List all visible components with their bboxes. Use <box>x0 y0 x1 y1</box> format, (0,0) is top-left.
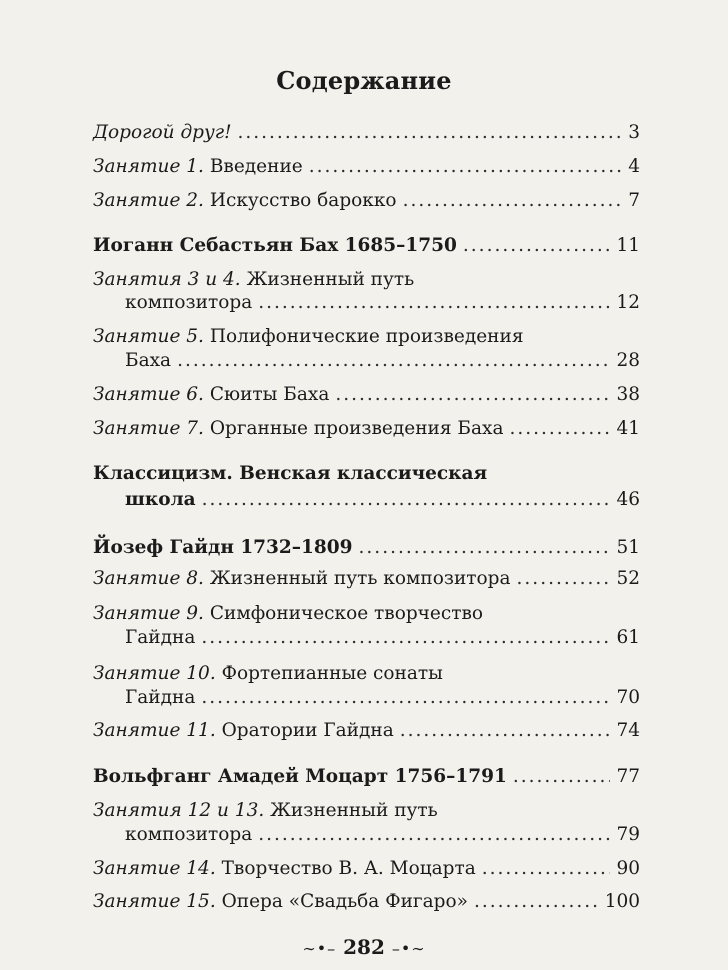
section-title: Иоганн Себастьян Бах 1685–1750 <box>93 235 457 256</box>
entry-title: Сюиты Баха <box>209 384 330 405</box>
entry-title: Жизненный путь <box>270 800 438 821</box>
page-number: 7 <box>628 190 640 211</box>
entry-label: Занятие 2. <box>93 190 204 211</box>
section-title-cont: школа <box>125 489 196 510</box>
entry-title-cont: Гайдна <box>125 687 196 708</box>
toc-section-first-line[interactable] <box>93 460 640 488</box>
leader-dots <box>202 486 611 514</box>
page-number: 28 <box>616 350 640 371</box>
entry-title: Жизненный путь композитора <box>209 568 511 589</box>
entry-title-cont: Гайдна <box>125 627 196 648</box>
toc-section[interactable] <box>93 232 640 260</box>
toc-entry[interactable] <box>93 415 640 443</box>
leader-dots <box>335 381 610 409</box>
entry-label: Занятие 9. <box>93 603 204 624</box>
entry-title-cont: композитора <box>125 292 253 313</box>
page-number: 51 <box>616 537 640 558</box>
entry-label: Занятие 6. <box>93 384 204 405</box>
page-number: 38 <box>616 384 640 405</box>
toc-entry[interactable] <box>93 119 640 147</box>
page-number: 90 <box>616 858 640 879</box>
leader-dots <box>474 888 599 916</box>
toc-entry[interactable] <box>93 381 640 409</box>
page-number: 61 <box>616 627 640 648</box>
entry-label: Занятия 12 и 13. <box>93 800 265 821</box>
leader-dots <box>238 119 623 147</box>
page-number: 11 <box>616 235 640 256</box>
entry-label: Занятие 11. <box>93 720 216 741</box>
ornament-left: ∼•– <box>302 939 337 958</box>
entry-title-cont: композитора <box>125 824 253 845</box>
toc-section[interactable] <box>93 486 640 514</box>
leader-dots <box>258 821 610 849</box>
entry-title: Искусство барокко <box>209 190 397 211</box>
page-number: 12 <box>616 292 640 313</box>
toc-entry[interactable] <box>93 888 640 916</box>
leader-dots <box>177 347 610 375</box>
entry-label: Занятия 3 и 4. <box>93 269 241 290</box>
page-number: 100 <box>604 891 640 912</box>
toc-title: Содержание <box>276 66 452 95</box>
entry-label: Занятие 15. <box>93 891 216 912</box>
footer-page-number: 282 <box>343 935 385 959</box>
entry-title: Фортепианные сонаты <box>221 663 443 684</box>
entry-label: Занятие 10. <box>93 663 216 684</box>
leader-dots <box>510 415 611 443</box>
entry-title-cont: Баха <box>125 350 172 371</box>
page-number: 79 <box>616 824 640 845</box>
leader-dots <box>403 187 623 215</box>
toc-entry[interactable] <box>93 289 640 317</box>
entry-label: Занятие 8. <box>93 568 204 589</box>
toc-entry[interactable] <box>93 624 640 652</box>
entry-label: Дорогой друг! <box>93 122 232 143</box>
entry-label: Занятие 1. <box>93 156 204 177</box>
entry-title: Симфоническое творчество <box>209 603 484 624</box>
entry-title: Введение <box>209 156 303 177</box>
page-number: 3 <box>628 122 640 143</box>
leader-dots <box>201 624 610 652</box>
page-number: 4 <box>628 156 640 177</box>
page-number: 74 <box>616 720 640 741</box>
toc-section[interactable] <box>93 763 640 791</box>
entry-label: Занятие 14. <box>93 858 216 879</box>
entry-title: Полифонические произведения <box>209 326 524 347</box>
section-title: Йозеф Гайдн 1732–1809 <box>93 537 353 558</box>
page-number: 41 <box>616 418 640 439</box>
toc-section[interactable] <box>93 534 640 562</box>
leader-dots <box>517 565 611 593</box>
toc-entry[interactable] <box>93 347 640 375</box>
section-title: Классицизм. Венская классическая <box>93 463 488 484</box>
entry-title: Жизненный путь <box>246 269 415 290</box>
ornament-right: –•∼ <box>391 939 426 958</box>
leader-dots <box>359 534 611 562</box>
toc-entry[interactable] <box>93 717 640 745</box>
toc-entry[interactable] <box>93 684 640 712</box>
toc-entry[interactable] <box>93 855 640 883</box>
entry-title: Творчество В. А. Моцарта <box>221 858 476 879</box>
entry-label: Занятие 7. <box>93 418 204 439</box>
page-footer <box>0 935 728 959</box>
leader-dots <box>482 855 611 883</box>
page-number: 70 <box>616 687 640 708</box>
toc-entry[interactable] <box>93 821 640 849</box>
leader-dots <box>201 684 610 712</box>
leader-dots <box>513 763 611 791</box>
toc-entry[interactable] <box>93 565 640 593</box>
toc-entry[interactable] <box>93 187 640 215</box>
section-title: Вольфганг Амадей Моцарт 1756–1791 <box>93 766 507 787</box>
page-number: 77 <box>616 766 640 787</box>
entry-label: Занятие 5. <box>93 326 204 347</box>
page-number: 46 <box>616 489 640 510</box>
leader-dots <box>258 289 610 317</box>
page-number: 52 <box>616 568 640 589</box>
leader-dots <box>463 232 611 260</box>
leader-dots <box>400 717 611 745</box>
entry-title: Оратории Гайдна <box>221 720 394 741</box>
toc-entry[interactable] <box>93 153 640 181</box>
entry-title: Опера «Свадьба Фигаро» <box>221 891 468 912</box>
entry-title: Органные произведения Баха <box>209 418 504 439</box>
leader-dots <box>309 153 622 181</box>
